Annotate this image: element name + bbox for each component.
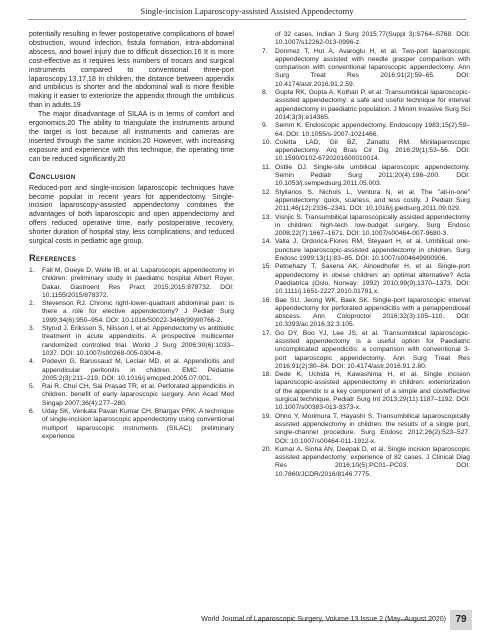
references-list-right xyxy=(262,31,470,479)
conclusion-paragraph: Reduced-port and single-incision laparoscopic techniques have become popular in recent years for appendectomy. Single-incision laparoscopy-assisted appendectomy combines the advantages of both laparoscopic and open appendectomy and offers reduced operative time, early postoperative recovery, shorter duration of hospital stay, less complications, and reduced surgical costs in pediatric age group. xyxy=(29,184,234,246)
reference-item: 7. Donmez T, Hut A, Avaroglu H, et al. Two-port laparoscopic appendectomy assisted with needle grasper comparison with comparison with conventional laparoscopic appendectomy. Ann Surg Treat Res 2016;91(2):59–65. DOI: 10.4174/astr.2016.91.2.59. xyxy=(262,47,470,88)
running-header: Single-incision Laparoscopy-assisted Assisted Appendectomy xyxy=(140,6,354,16)
reference-item: 2. Stevenson RJ. Chronic right-lower-quadrant abdominal pain: is there a role for elective appendectomy? J Pediatr Surg 1999;34(6):950–954. DOI: 10.1016/S0022-3468(99)90766-2. xyxy=(29,300,234,324)
body-paragraph-1: potentially resulting in fewer postoperative complications of bowel obstruction, wound infection, fistula formation, intra-abdominal abscess, and bowel injury due to difficult dissection.16 It is more cost-effective as it requires less numbers of trocars and surgical instruments compared to conventional three-port laparoscopy.13,17,18 In children, the distance between appendix and umbilicus is shorter and the abdominal wall is more flexible making it easier to exteriorize the appendix through the umbilicus than in adults.19 xyxy=(29,31,234,110)
conclusion-heading: Conclusion xyxy=(29,170,76,181)
header-rule xyxy=(28,19,466,20)
reference-item: 18. Dede K, Uchida H, Kawashima H, et al. Single incision laparoscopic-assisted appendectomy in children: exteriorization of the appendix is a key component of a simple and costeffective surgical technique. Pediatr Surg Int 2013;29(11):1187–1192. DOI: 10.1007/s00383-013-3373-x. xyxy=(262,371,470,412)
reference-item: 10. Coletta LAD, Gil BZ, Zanatto RM. Minilaparoscopic appendectomy. Arq Bras Cir Dig 2016;29(1):53–56. DOI: 10.1590/0102-6720201600010014. xyxy=(262,138,470,163)
reference-item: 8. Gupta RK, Gupta A, Kothari P, et al. Transumbilical laparoscopic-assisted appendectomy: a safe and useful technique for interval appendectomy in paediatric population. J Minim Invasive Surg Sci 2014;3(3):e14365. xyxy=(262,89,470,121)
references-heading: References xyxy=(29,252,77,263)
page-number: 79 xyxy=(450,610,472,630)
reference-item: 4. Podevin G, Barussaud M, Leclair MD, et al. Appendicitis and appendicular peritonitis in children. EMC Pédiatrie 2005;2(3):211–219. DOI: 10.1016/j.emcped.2005.07.001. xyxy=(29,358,234,382)
reference-item: 6. Uday SK, Venkata Pavan Kumar CH, Bhargav PRK. A technique of single-incision laparoscopic appendectomy using conventional multiport laparoscopic instruments (SILAC): preliminary experience xyxy=(29,407,234,440)
reference-item: 3. Styrud J, Eriksson S, Nilsson I, et al. Appendectomy vs antibiotic treatment in acute appendicitis. A prospective multicenter randomized controlled trial. World J Surg 2006;30(6):1033–1037. DOI: 10.1007/s00268-005-0304-6. xyxy=(29,325,234,357)
reference-item: 9. Semm K. Endoscopic appendectomy. Endoscopy 1983;15(2):59–64. DOI: 10.1055/s-2007-1021466. xyxy=(262,122,470,138)
reference-item: 20. Kumar A, Sinha AN, Deepak D, et al. Single incision laparoscopic assisted appendectomy: experience of 82 cases. J Clinical Diag Res 2016;10(5):PC01–PC03. DOI: 10.7860/JCDR/2016/8146.7775. xyxy=(262,445,470,478)
reference-item: 16. Bae SU, Jeong WK, Baek SK. Single-port laparoscopic interval appendectomy for perforated appendicitis with a periappendiceal abscess. Ann Coloproctol 2016;32(3):105–110. DOI: 10.3393/ac.2016.32.3.105. xyxy=(262,296,470,329)
reference-item: 12. Stylianos S, Nichols L, Ventura N, et al. The "all-in-one" appendectomy: quick, scarless, and less costly. J Pediatr Surg 2011;46(12):2336–2341. DOI: 10.1016/j.jpedsurg.2011.09.029. xyxy=(262,188,470,213)
footer-journal: World Journal of Laparoscopic Surgery, Volume 13 Issue 2 (May–August 2020) xyxy=(201,616,446,623)
reference-item: 11. Ostlie DJ. Single-site umbilical laparoscopic appendectomy. Semin Pediatr Surg 2011;20(4):196–200. DOI: 10.1053/j.sempedsurg.2011.05.003. xyxy=(262,163,470,188)
reference-item: 14. Valla J, Ordorica-Flores RM, Steyaert H, et al. Umbilical one-puncture laparoscopic-assisted appendectomy in children. Surg Endosc 1999;13(1):83–85. DOI: 10.1007/s004649900906. xyxy=(262,238,470,263)
right-column xyxy=(262,31,470,479)
reference-item: 19. Ohno Y, Morimura T, Hayashi S. Transumbilical laparoscopically assisted appendectomy in children: the results of a single port, single-channel procedure. Surg Endosc 2012;26(2):523–527. DOI: 10.1007/s00464-011-1912-x. xyxy=(262,412,470,445)
reference-item: 15. Petnehazy T, Saxena AK, Ainoedhofer H, et al. Single-port appendectomy in obese children: an optimal alternative? Acta Paediatrica (Oslo, Norway: 1992) 2010;99(9):1370–1373. DOI: 10.1111/j.1651-2227.2010.01791.x. xyxy=(262,263,470,296)
reference-item: 17. Go DY, Boo YJ, Lee JS, et al. Transumbilical laparoscopic-assisted appendectomy is a useful option for Paediatric uncomplicated appendicitis: a comparison with conventional 3-port laparoscopic appendectomy. Ann Surg Treat Res 2016;91(2):80–84. DOI: 10.4174/astr.2016.91.2.80. xyxy=(262,329,470,370)
reference-item: 13. Visnjic S. Transumbilical laparoscopically assisted appendectomy in children: high-tech low-budget surgery. Surg Endosc 2008;22(7):1667–1671. DOI: 10.1007/s00464-007-9680-3. xyxy=(262,213,470,238)
reference-item: 1. Fall M, Gueye D, Welle IB, et al. Laparoscopic appendectomy in children: preliminary study in paediatric hospital Albert Royer, Dakar. Gastroent Res Pract 2015;2015:878732. DOI: 10.1155/2015/878372. xyxy=(29,266,234,299)
left-column xyxy=(29,31,234,441)
references-list-left xyxy=(29,267,234,441)
body-paragraph-2: The major disadvantage of SILAA is in terms of comfort and ergonomics.20 The ability to triangulate the instruments around the target is lost because all instruments and cameras are inserted through the same incision.20 However, with increasing exposure and experience with this technique, the operating time can be reduced significantly.20 xyxy=(29,111,234,163)
reference-item: 5. Rai R, Chui CH, Sai Prasad TR, et al. Perforated appendicitis in children: benefit of early laparoscopic surgery. Ann Acad Med Singap 2007;36(4):277–280. xyxy=(29,383,234,407)
reference-item: of 32 cases. Indian J Surg 2015;77(Suppl 3):S764–S768. DOI: 10.1007/s12262-013-0996-z. xyxy=(275,31,470,47)
